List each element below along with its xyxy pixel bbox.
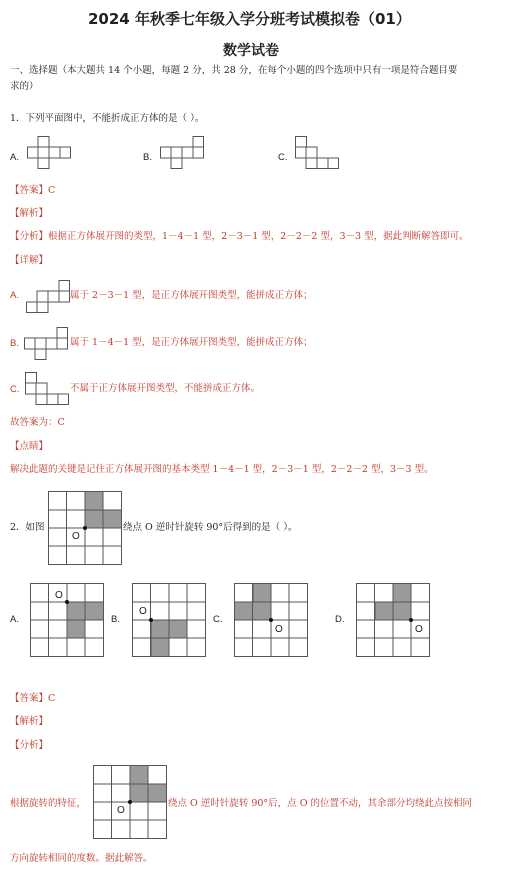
q2-analysis-grid: [93, 765, 167, 839]
q1-detail-b-net: [24, 327, 68, 360]
q1-detail-b-text: 属于 1－4－1 型，是正方体展开图类型，能拼成正方体；: [70, 337, 313, 348]
q2-option-c-label: C.: [213, 614, 223, 625]
q2-analysis-grid-point-label: O: [117, 805, 125, 816]
question-2-stem-suffix: 绕点 O 逆时针旋转 90°后得到的是（ ）。: [123, 522, 298, 533]
section-heading-line2: 求的）: [10, 81, 39, 92]
q2-option-c-point-label: O: [275, 624, 283, 635]
q2-option-a-grid: [30, 583, 104, 657]
q2-option-a-label: A.: [10, 614, 19, 625]
q2-option-d-point-label: O: [415, 624, 423, 635]
q1-option-a-label: A.: [10, 152, 19, 163]
q2-main-grid-point-label: O: [72, 531, 80, 542]
q2-fenxi-prefix: 根据旋转的特征，: [10, 798, 87, 809]
page-subtitle: 数学试卷: [223, 43, 279, 59]
q1-detail-a-net: [26, 280, 70, 313]
page-title: 2024 年秋季七年级入学分班考试模拟卷（01）: [88, 10, 411, 28]
q2-analysis-tag: 【解析】: [10, 716, 49, 727]
q1-answer: 【答案】C: [10, 185, 56, 196]
q1-detail-c-net: [25, 372, 69, 405]
q1-option-b-label: B.: [143, 152, 152, 163]
q2-answer: 【答案】C: [10, 693, 56, 704]
question-1-stem: 1．下列平面图中，不能折成正方体的是（ ）。: [10, 113, 205, 124]
q2-option-b-label: B.: [111, 614, 120, 625]
q1-key-point-text: 解决此题的关键是记住正方体展开图的基本类型 1－4－1 型，2－3－1 型，2－2－2 型，3－3 型。: [10, 464, 434, 475]
q2-main-grid: [48, 491, 122, 565]
q1-option-c-label: C.: [278, 152, 288, 163]
section-heading-line1: 一、选择题（本大题共 14 个小题，每题 2 分，共 28 分，在每个小题的四个选项中只有一项是符合题目要: [10, 65, 458, 76]
q1-detail-b-label: B.: [10, 338, 19, 349]
q2-option-a-point-label: O: [55, 590, 63, 601]
q1-detail-c-label: C.: [10, 384, 20, 395]
q2-option-b-point-label: O: [139, 606, 147, 617]
q1-detail-a-text: 属于 2－3－1 型，是正方体展开图类型，能拼成正方体；: [70, 290, 313, 301]
q1-key-point-tag: 【点睛】: [10, 441, 49, 452]
q1-detail-c-text: 不属于正方体展开图类型，不能拼成正方体。: [70, 383, 261, 394]
q1-option-c-net: [295, 136, 339, 169]
q1-option-b-net: [160, 136, 204, 169]
q2-option-b-grid: [132, 583, 206, 657]
q1-detail-a-label: A.: [10, 290, 19, 301]
q2-fenxi-line2: 方向旋转相同的度数。据此解答。: [10, 853, 153, 864]
q1-conclusion: 故答案为：C: [10, 417, 65, 428]
q1-detail-tag: 【详解】: [10, 255, 49, 266]
q2-option-c-grid: [234, 583, 308, 657]
q1-analysis-text: 【分析】根据正方体展开图的类型，1－4－1 型，2－3－1 型，2－2－2 型，3－3 型，据此判断解答即可。: [10, 231, 469, 242]
q2-fenxi-tag: 【分析】: [10, 740, 49, 751]
q2-fenxi-suffix: 绕点 O 逆时针旋转 90°后，点 O 的位置不动，其余部分均绕此点按相同: [168, 798, 473, 809]
q2-option-d-grid: [356, 583, 430, 657]
q1-option-a-net: [27, 136, 71, 169]
q1-analysis-tag: 【解析】: [10, 208, 49, 219]
question-2-stem-prefix: 2．如图: [10, 522, 45, 533]
q2-option-d-label: D.: [335, 614, 345, 625]
